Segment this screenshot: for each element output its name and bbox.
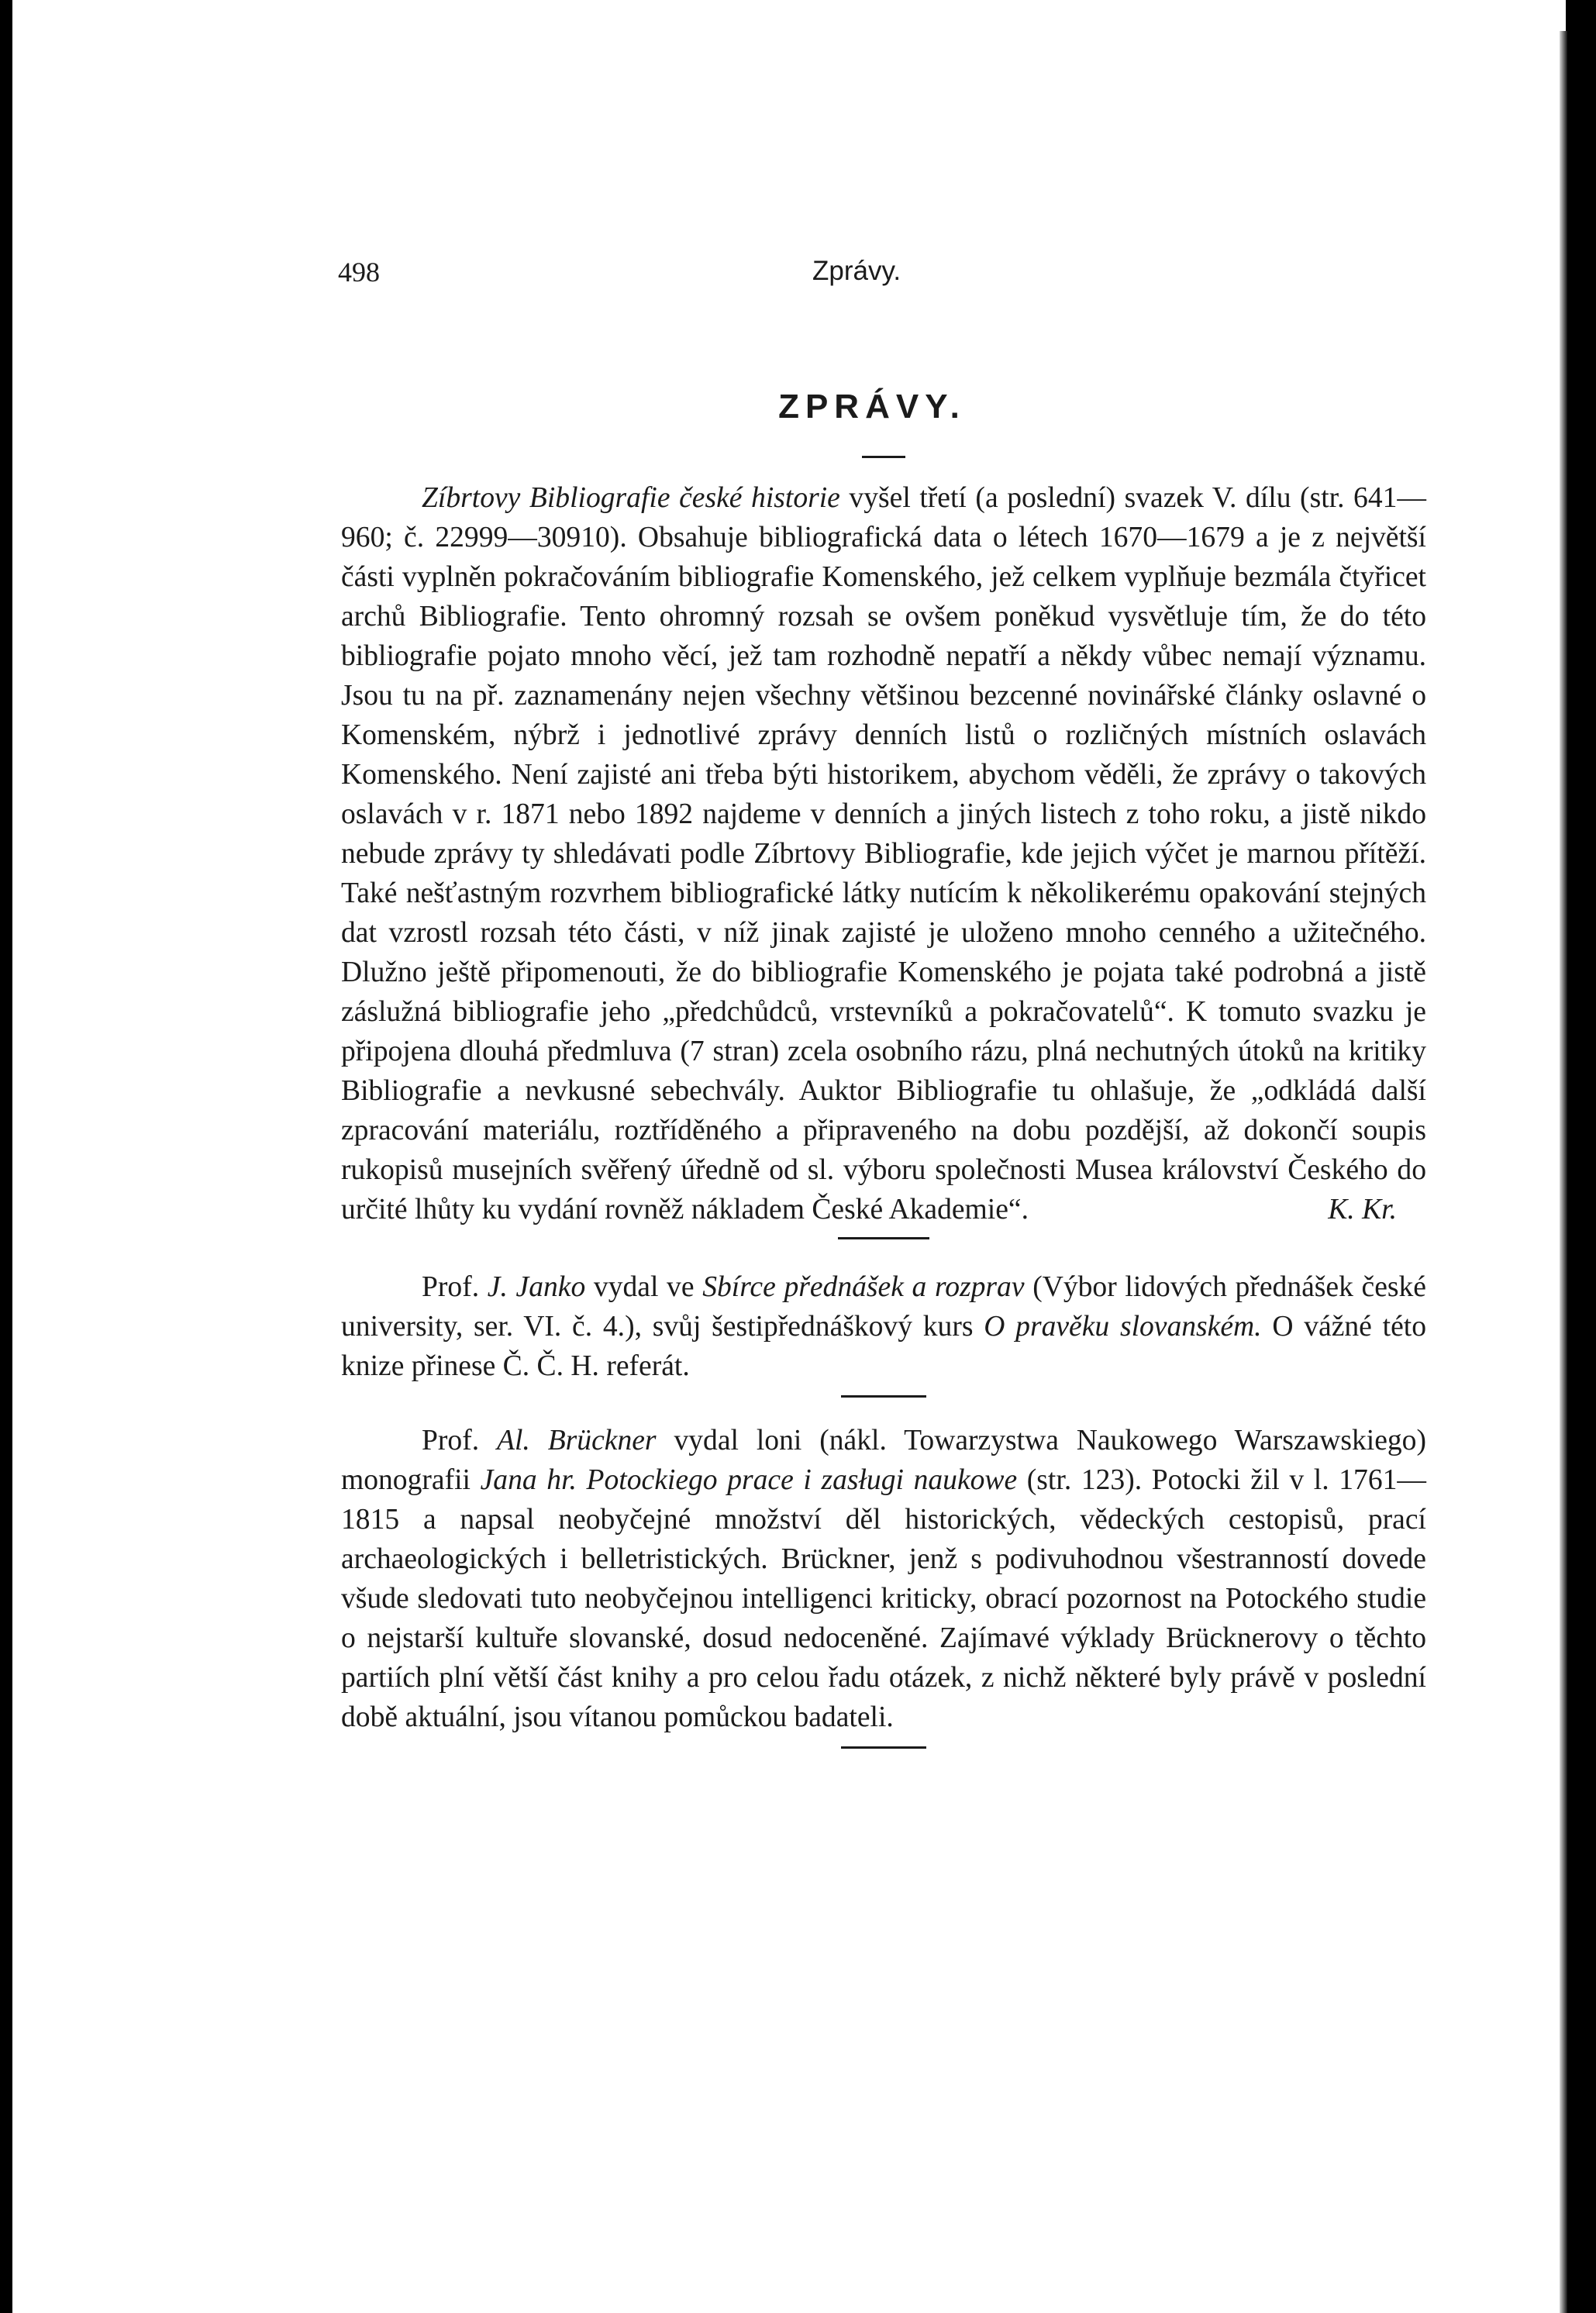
- item-text: Prof.: [422, 1271, 488, 1303]
- series-title: Sbírce přednášek a rozprav: [702, 1271, 1025, 1303]
- author-name: Al. Brückner: [497, 1425, 657, 1456]
- news-item-bibliografie: [341, 478, 1426, 1229]
- item-body-text: vyšel třetí (a poslední) svazek V. dílu (str. 641—960; č. 22999—30910). Obsahuje bibliografická data o létech 1670—1679 a je z největší části vyplněn pokračováním bibliografie Komenského, jež celkem vyplňuje bezmála čtyřicet archů Bibliografie. Tento ohromný rozsah se ovšem poněkud vysvětluje tím, že do této bibliografie pojato mnoho věcí, jež tam rozhodně nepatří a někdy vůbec nemají významu. Jsou tu na př. zaznamenány nejen všechny většinou bezcenné novinářské články oslavné o Komenském, nýbrž i jednotlivé zprávy denních listů o rozličných místních oslavách Komenského. Není zajisté ani třeba býti historikem, abychom věděli, že zprávy o takových oslavách v r. 1871 nebo 1892 najdeme v denních a jiných listech z toho roku, a jistě nikdo nebude zprávy ty shledávati podle Zíbrtovy Bibliografie, kde jejich výčet je marnou přítěží. Také nešťastným rozvrhem bibliografické látky nutícím k několikerému opakování stejných dat vzrostl rozsah této části, v níž jinak zajisté je uloženo mnoho cenného a užitečného. Dlužno ještě připomenouti, že do bibliografie Komenského je pojata také podrobná a jistě záslužná bibliografie jeho „předchůdců, vrstevníků a pokračovatelů“. K tomuto svazku je připojena dlouhá předmluva (7 stran) zcela osobního rázu, plná nechutných útoků na kritiky Bibliografie a nevkusné sebechvály. Auktor Bibliografie tu ohlašuje, že „odkládá další zpracování materiálu, roztříděného a připraveného na dobu pozdější, až dokončí soupis rukopisů musejních svěřený úředně od sl. výboru společnosti Musea království Českého do určité lhůty ku vydání rovněž nákladem České Akademie“.: [341, 482, 1426, 1225]
- book-title: Jana hr. Potockiego prace i zasługi naukowe: [480, 1464, 1018, 1496]
- item-text: Prof.: [422, 1425, 498, 1456]
- book-title: O pravěku slovanském.: [984, 1311, 1262, 1343]
- item-text: (str. 123). Potocki žil v l. 1761—1815 a napsal neobyčejné množství děl historických, vědeckých cestopisů, prací archaeologických i belletristických. Brückner, jenž s podivuhodnou všestranností dovede všude sledovati tuto neobyčejnou intelligenci kriticky, obrací pozornost na Potockého studie o nejstarší kultuře slovanské, dosud nedoceněné. Zajímavé výklady Brücknerovy o těchto partiích plní větší část knihy a pro celou řadu otázek, z nichž některé byly právě v poslední době aktuální, jsou vítanou pomůckou badateli.: [341, 1464, 1426, 1733]
- news-item-janko: [341, 1267, 1426, 1386]
- separator-rule: [841, 1395, 926, 1398]
- item-text: vydal ve: [585, 1271, 703, 1303]
- item-lead-title: Zíbrtovy Bibliografie české historie: [422, 482, 840, 514]
- title-rule: [862, 456, 905, 458]
- item-signature: K. Kr.: [1328, 1194, 1397, 1225]
- news-item-bruckner: [341, 1421, 1426, 1737]
- item-text: vydal loni (nákl. Towarzystwa Naukowego Warszawskiego) monografii: [341, 1425, 1426, 1496]
- separator-rule: [838, 1237, 929, 1239]
- sheet-edge-shadow: [1560, 31, 1567, 2313]
- item-text: (Výbor lidových přednášek české university, ser. VI. č. 4.), svůj šestipřednáškový kurs: [341, 1271, 1426, 1343]
- separator-rule: [841, 1746, 926, 1749]
- item-text: O vážné této knize přinese Č. Č. H. referát.: [341, 1311, 1426, 1382]
- author-name: J. Janko: [487, 1271, 586, 1303]
- page-number: 498: [338, 257, 380, 288]
- running-title: Zprávy.: [812, 256, 901, 286]
- running-head: [338, 233, 1426, 288]
- section-title: ZPRÁVY.: [778, 388, 966, 426]
- page-content: [338, 233, 1426, 1772]
